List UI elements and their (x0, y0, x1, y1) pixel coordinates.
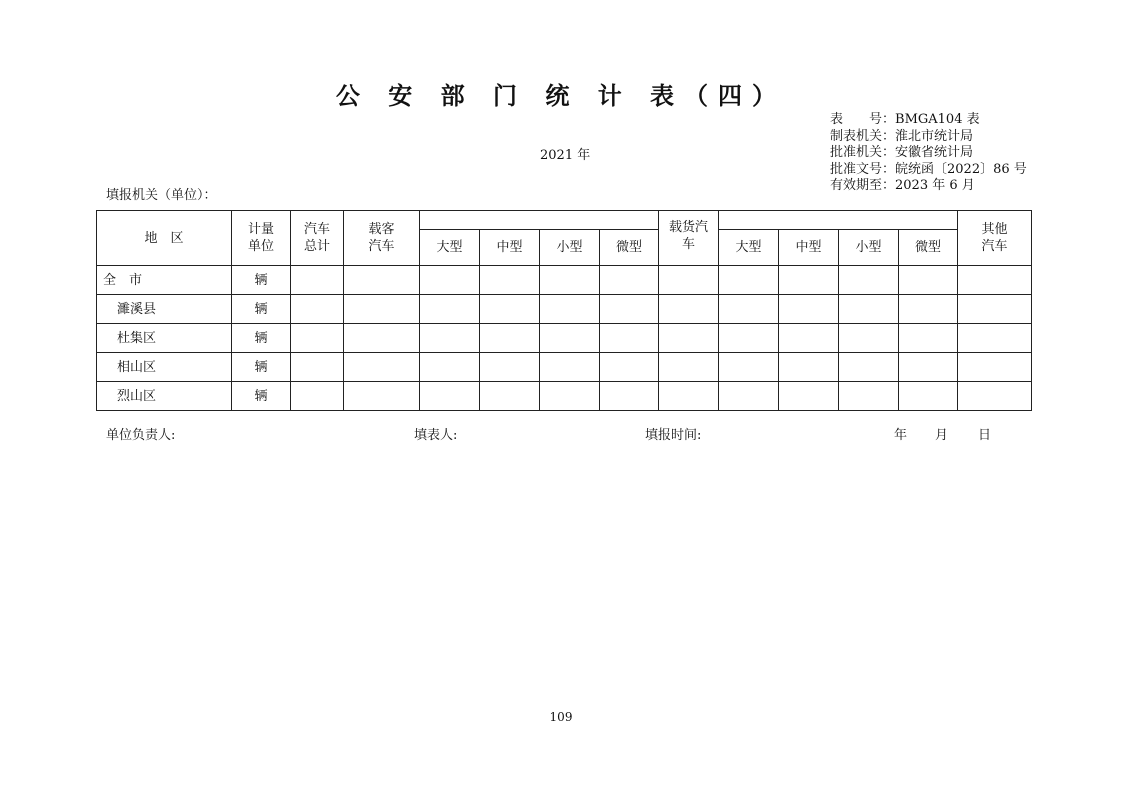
data-cell[interactable] (291, 266, 344, 295)
header-freight-mini: 微型 (899, 230, 958, 266)
header-vehicle-total: 汽车 总计 (291, 211, 344, 266)
data-cell[interactable] (291, 382, 344, 411)
data-cell[interactable] (480, 295, 540, 324)
data-cell[interactable] (420, 353, 480, 382)
header-passenger-vehicles: 载客 汽车 (344, 211, 420, 266)
data-cell[interactable] (899, 353, 958, 382)
row-unit: 辆 (232, 324, 291, 353)
statistics-table (96, 210, 1032, 411)
row-region: 相山区 (97, 353, 232, 382)
data-cell[interactable] (540, 266, 600, 295)
data-cell[interactable] (958, 295, 1032, 324)
header-region: 地 区 (97, 211, 232, 266)
data-cell[interactable] (779, 266, 839, 295)
data-cell[interactable] (839, 324, 899, 353)
footer-month-label: 月 (935, 428, 949, 443)
data-cell[interactable] (420, 382, 480, 411)
table-row (97, 295, 1032, 324)
header-passenger-large: 大型 (420, 230, 480, 266)
footer-day-label: 日 (978, 428, 992, 443)
data-cell[interactable] (659, 295, 719, 324)
data-cell[interactable] (480, 266, 540, 295)
data-cell[interactable] (839, 382, 899, 411)
table-row (97, 382, 1032, 411)
header-unit: 计量 单位 (232, 211, 291, 266)
data-cell[interactable] (958, 382, 1032, 411)
meta-row-valid-until: 有效期至：2023 年 6 月 (830, 178, 975, 193)
header-passenger-group-spacer (420, 211, 659, 230)
data-cell[interactable] (839, 353, 899, 382)
header-freight-vehicles: 载货汽 车 (659, 211, 719, 266)
footer-unit-head-label: 单位负责人: (106, 428, 176, 443)
data-cell[interactable] (899, 266, 958, 295)
header-freight-group-spacer (719, 211, 958, 230)
data-cell[interactable] (600, 382, 659, 411)
meta-row-form-number: 表 号：BMGA104 表 (830, 112, 980, 127)
header-other-vehicles: 其他 汽车 (958, 211, 1032, 266)
row-region: 杜集区 (97, 324, 232, 353)
row-unit: 辆 (232, 295, 291, 324)
table-row (97, 353, 1032, 382)
data-cell[interactable] (659, 266, 719, 295)
data-cell[interactable] (839, 295, 899, 324)
data-cell[interactable] (719, 266, 779, 295)
row-region: 烈山区 (97, 382, 232, 411)
data-cell[interactable] (719, 324, 779, 353)
data-cell[interactable] (600, 295, 659, 324)
data-cell[interactable] (540, 295, 600, 324)
row-unit: 辆 (232, 382, 291, 411)
data-cell[interactable] (540, 382, 600, 411)
row-region: 全 市 (97, 266, 232, 295)
data-cell[interactable] (659, 353, 719, 382)
data-cell[interactable] (540, 324, 600, 353)
data-cell[interactable] (600, 353, 659, 382)
data-cell[interactable] (480, 324, 540, 353)
data-cell[interactable] (899, 382, 958, 411)
data-cell[interactable] (480, 353, 540, 382)
page-title: 公 安 部 门 统 计 表（四） (335, 82, 787, 110)
data-cell[interactable] (291, 353, 344, 382)
data-cell[interactable] (540, 353, 600, 382)
row-unit: 辆 (232, 266, 291, 295)
data-cell[interactable] (344, 353, 420, 382)
row-region: 濉溪县 (97, 295, 232, 324)
header-freight-small: 小型 (839, 230, 899, 266)
footer-filler-label: 填表人: (414, 428, 458, 443)
row-unit: 辆 (232, 353, 291, 382)
meta-row-approval-number: 批准文号：皖统函〔2022〕86 号 (830, 161, 1027, 177)
data-cell[interactable] (344, 295, 420, 324)
data-cell[interactable] (420, 266, 480, 295)
data-cell[interactable] (420, 324, 480, 353)
data-cell[interactable] (779, 382, 839, 411)
data-cell[interactable] (344, 324, 420, 353)
data-cell[interactable] (958, 353, 1032, 382)
meta-row-issuing-agency: 制表机关：淮北市统计局 (830, 128, 974, 144)
data-cell[interactable] (958, 266, 1032, 295)
header-passenger-medium: 中型 (480, 230, 540, 266)
page-number: 109 (549, 710, 573, 724)
data-cell[interactable] (719, 295, 779, 324)
data-cell[interactable] (958, 324, 1032, 353)
table-row (97, 324, 1032, 353)
data-cell[interactable] (600, 324, 659, 353)
table-row (97, 266, 1032, 295)
header-freight-medium: 中型 (779, 230, 839, 266)
data-cell[interactable] (291, 295, 344, 324)
data-cell[interactable] (659, 382, 719, 411)
data-cell[interactable] (291, 324, 344, 353)
data-cell[interactable] (344, 266, 420, 295)
data-cell[interactable] (839, 266, 899, 295)
data-cell[interactable] (420, 295, 480, 324)
data-cell[interactable] (779, 324, 839, 353)
form-meta (830, 112, 1027, 195)
data-cell[interactable] (899, 324, 958, 353)
data-cell[interactable] (719, 353, 779, 382)
header-passenger-mini: 微型 (600, 230, 659, 266)
meta-row-approving-agency: 批准机关：安徽省统计局 (830, 145, 974, 160)
data-cell[interactable] (659, 324, 719, 353)
data-cell[interactable] (899, 295, 958, 324)
filling-agency-label: 填报机关（单位）： (106, 188, 217, 203)
data-cell[interactable] (719, 382, 779, 411)
footer-year-label: 年 (894, 428, 908, 443)
data-cell[interactable] (600, 266, 659, 295)
data-cell[interactable] (344, 382, 420, 411)
header-freight-large: 大型 (719, 230, 779, 266)
report-year: 2021 年 (540, 148, 591, 163)
footer-fill-time-label: 填报时间: (645, 428, 702, 443)
data-cell[interactable] (480, 382, 540, 411)
data-cell[interactable] (779, 353, 839, 382)
data-cell[interactable] (779, 295, 839, 324)
header-passenger-small: 小型 (540, 230, 600, 266)
